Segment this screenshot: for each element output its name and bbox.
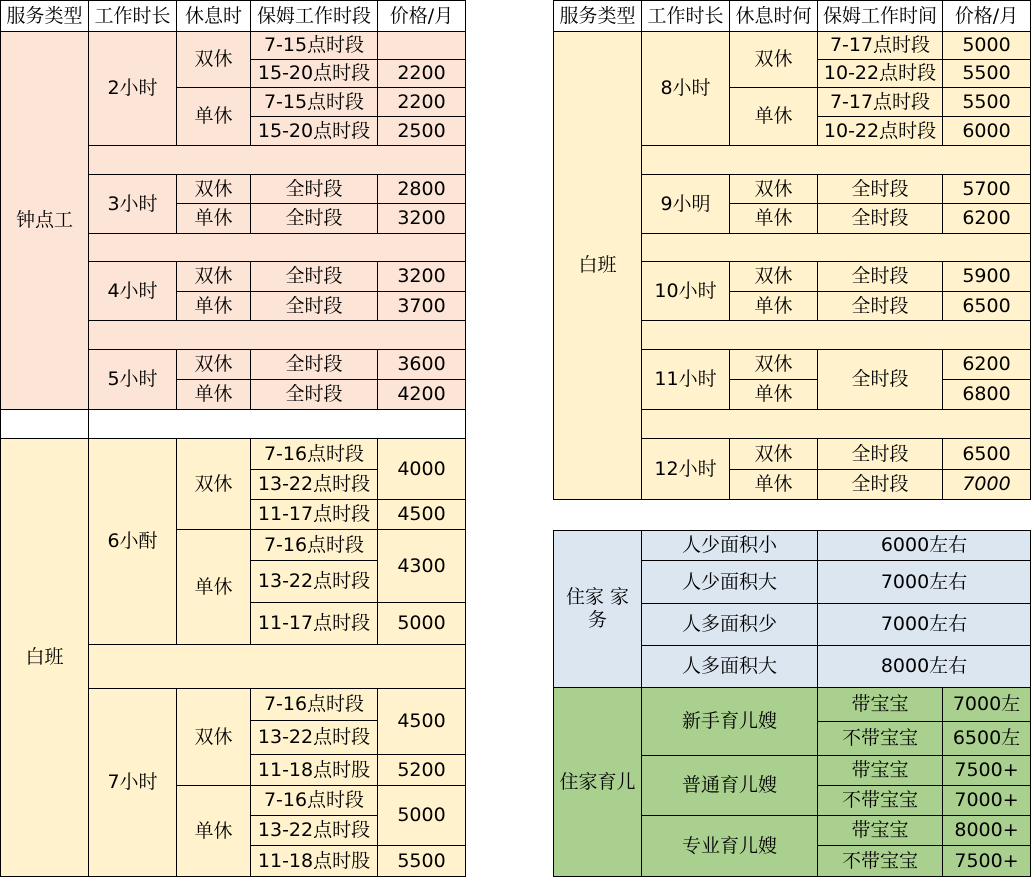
price-cell: 6500左 — [943, 722, 1031, 756]
slot-full: 全时段 — [818, 292, 943, 321]
header-duration: 工作时长 — [89, 0, 177, 32]
price-cell: 4500 — [378, 689, 466, 755]
rest-shuangxiu: 双休 — [177, 32, 251, 88]
rest-danxiu: 单休 — [177, 204, 251, 234]
duration-4h: 4小时 — [89, 262, 177, 321]
jiawu-price: 7000左右 — [818, 561, 1031, 604]
price-cell: 2200 — [378, 60, 466, 88]
spacer-row — [89, 146, 466, 175]
slot-full: 全时段 — [818, 470, 943, 500]
price-cell: 6200 — [943, 204, 1031, 234]
spacer-row — [642, 234, 1031, 262]
jiawu-price: 8000左右 — [818, 646, 1031, 688]
price-cell: 3600 — [378, 350, 466, 380]
price-cell: 7000+ — [943, 786, 1031, 816]
price-cell: 7000 — [943, 470, 1031, 500]
slot-13-22: 13-22点时段 — [251, 470, 378, 500]
yuer-xinshou: 新手育儿嫂 — [642, 688, 818, 756]
rest-danxiu: 单休 — [177, 786, 251, 877]
slot-7-16: 7-16点时段 — [251, 530, 378, 561]
header-work-period: 保姆工作时段 — [251, 0, 378, 32]
yuer-budai: 不带宝宝 — [818, 722, 943, 756]
rest-danxiu: 单休 — [730, 88, 818, 146]
slot-7-16: 7-16点时段 — [251, 439, 378, 470]
rest-danxiu: 单休 — [177, 380, 251, 410]
price-cell: 4500 — [378, 500, 466, 530]
slot-11-17: 11-17点时段 — [251, 500, 378, 530]
header-price: 价格/月 — [378, 0, 466, 32]
price-cell: 3200 — [378, 204, 466, 234]
yuer-dai: 带宝宝 — [818, 816, 943, 846]
slot-7-15: 7-15点时段 — [251, 88, 378, 117]
price-cell: 5000 — [943, 32, 1031, 60]
price-cell: 5000 — [378, 603, 466, 645]
price-cell: 6000 — [943, 117, 1031, 146]
rest-shuangxiu: 双休 — [730, 32, 818, 88]
slot-13-22: 13-22点时段 — [251, 816, 378, 846]
price-cell: 7500+ — [943, 756, 1031, 786]
duration-10h: 10小时 — [642, 262, 730, 321]
slot-full: 全时段 — [251, 175, 378, 204]
slot-full: 全时段 — [818, 204, 943, 234]
duration-9h: 9小明 — [642, 175, 730, 234]
yuer-dai: 带宝宝 — [818, 688, 943, 722]
spacer-row — [89, 645, 466, 689]
rest-shuangxiu: 双休 — [177, 175, 251, 204]
slot-full: 全时段 — [251, 292, 378, 321]
slot-7-17: 7-17点时段 — [818, 32, 943, 60]
yuer-budai: 不带宝宝 — [818, 846, 943, 877]
rest-shuangxiu: 双休 — [177, 262, 251, 292]
rest-shuangxiu: 双休 — [730, 175, 818, 204]
slot-13-22: 13-22点时段 — [251, 721, 378, 755]
slot-full: 全时段 — [818, 175, 943, 204]
header-service-type: 服务类型 — [553, 0, 642, 32]
duration-6h: 6小酎 — [89, 439, 177, 645]
price-cell: 7500+ — [943, 846, 1031, 877]
slot-full: 全时段 — [251, 380, 378, 410]
price-cell: 5700 — [943, 175, 1031, 204]
spacer-row — [642, 146, 1031, 175]
header-work-period: 保姆工作时间 — [818, 0, 943, 32]
jiawu-desc: 人少面积大 — [642, 561, 818, 604]
price-cell: 2500 — [378, 117, 466, 146]
jiawu-desc: 人多面积大 — [642, 646, 818, 688]
price-cell: 7000左 — [943, 688, 1031, 722]
yuer-zhuanye: 专业育儿嫂 — [642, 816, 818, 877]
rest-danxiu: 单休 — [177, 88, 251, 146]
slot-full: 全时段 — [818, 439, 943, 470]
price-cell: 3200 — [378, 262, 466, 292]
duration-2h: 2小时 — [89, 32, 177, 146]
slot-15-20: 15-20点时段 — [251, 60, 378, 88]
slot-11-17: 11-17点时段 — [251, 603, 378, 645]
slot-10-22: 10-22点时段 — [818, 117, 943, 146]
rest-danxiu: 单休 — [177, 530, 251, 645]
service-baiban: 白班 — [0, 439, 89, 877]
service-jiawu: 住家 家务 — [553, 530, 642, 688]
rest-danxiu: 单休 — [730, 204, 818, 234]
header-price: 价格/月 — [943, 0, 1031, 32]
price-cell: 6200 — [943, 350, 1031, 380]
slot-full: 全时段 — [251, 262, 378, 292]
spacer-row — [642, 321, 1031, 350]
service-baiban: 白班 — [553, 32, 642, 500]
price-cell: 3700 — [378, 292, 466, 321]
slot-full: 全时段 — [251, 350, 378, 380]
price-cell: 5200 — [378, 755, 466, 786]
slot-full: 全时段 — [251, 204, 378, 234]
slot-11-18: 11-18点时股 — [251, 846, 378, 877]
price-cell: 8000+ — [943, 816, 1031, 846]
slot-11-18: 11-18点时股 — [251, 755, 378, 786]
duration-12h: 12小时 — [642, 439, 730, 500]
price-cell: 2200 — [378, 88, 466, 117]
slot-7-16: 7-16点时段 — [251, 786, 378, 816]
yuer-putong: 普通育儿嫂 — [642, 756, 818, 816]
header-service-type: 服务类型 — [0, 0, 89, 32]
duration-3h: 3小时 — [89, 175, 177, 234]
yuer-dai: 带宝宝 — [818, 756, 943, 786]
price-cell: 6500 — [943, 292, 1031, 321]
price-cell: 5900 — [943, 262, 1031, 292]
rest-danxiu: 单休 — [730, 380, 818, 410]
slot-7-17: 7-17点时段 — [818, 88, 943, 117]
slot-7-15: 7-15点时段 — [251, 32, 378, 60]
duration-7h: 7小时 — [89, 689, 177, 877]
rest-shuangxiu: 双休 — [177, 689, 251, 786]
header-duration: 工作时长 — [642, 0, 730, 32]
jiawu-price: 7000左右 — [818, 604, 1031, 646]
header-rest: 休息时 — [177, 0, 251, 32]
slot-15-20: 15-20点时段 — [251, 117, 378, 146]
price-cell: 2800 — [378, 175, 466, 204]
header-rest: 休息时何 — [730, 0, 818, 32]
slot-10-22: 10-22点时段 — [818, 60, 943, 88]
price-cell: 5500 — [943, 60, 1031, 88]
price-cell — [378, 32, 466, 60]
duration-5h: 5小时 — [89, 350, 177, 410]
blank-cell — [89, 410, 466, 439]
rest-danxiu: 单休 — [177, 292, 251, 321]
blank-cell — [0, 410, 89, 439]
price-cell: 4300 — [378, 530, 466, 603]
rest-shuangxiu: 双休 — [177, 350, 251, 380]
rest-shuangxiu: 双休 — [730, 439, 818, 470]
service-zhongdian: 钟点工 — [0, 32, 89, 410]
jiawu-desc: 人少面积小 — [642, 530, 818, 561]
slot-full: 全时段 — [818, 350, 943, 410]
jiawu-price: 6000左右 — [818, 530, 1031, 561]
slot-full: 全时段 — [818, 262, 943, 292]
rest-danxiu: 单休 — [730, 292, 818, 321]
duration-11h: 11小时 — [642, 350, 730, 410]
price-cell: 5500 — [378, 846, 466, 877]
price-cell: 5500 — [943, 88, 1031, 117]
spacer-row — [642, 410, 1031, 439]
price-cell: 6500 — [943, 439, 1031, 470]
jiawu-desc: 人多面积少 — [642, 604, 818, 646]
duration-8h: 8小时 — [642, 32, 730, 146]
yuer-budai: 不带宝宝 — [818, 786, 943, 816]
price-cell: 4200 — [378, 380, 466, 410]
rest-shuangxiu: 双休 — [730, 262, 818, 292]
service-yuer: 住家育儿 — [553, 688, 642, 877]
rest-shuangxiu: 双休 — [177, 439, 251, 530]
slot-13-22: 13-22点时段 — [251, 561, 378, 603]
spacer-row — [89, 234, 466, 262]
price-cell: 5000 — [378, 786, 466, 846]
price-cell: 4000 — [378, 439, 466, 500]
spacer-row — [89, 321, 466, 350]
slot-7-16: 7-16点时段 — [251, 689, 378, 721]
rest-danxiu: 单休 — [730, 470, 818, 500]
price-cell: 6800 — [943, 380, 1031, 410]
rest-shuangxiu: 双休 — [730, 350, 818, 380]
